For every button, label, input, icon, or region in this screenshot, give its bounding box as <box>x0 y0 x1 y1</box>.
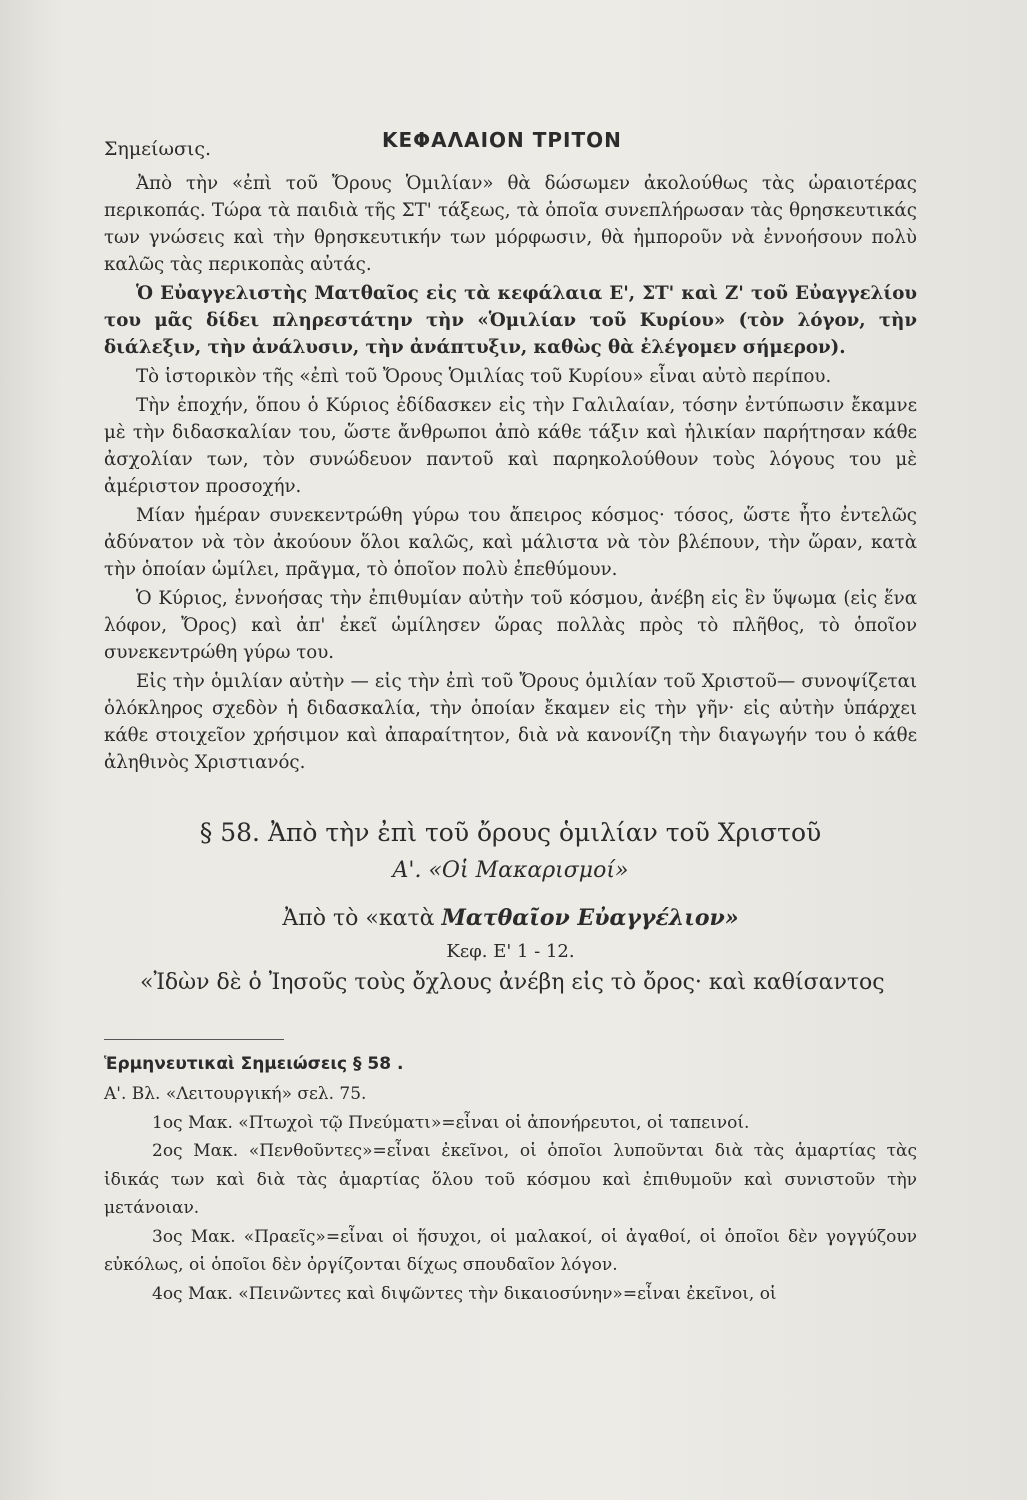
scripture-quote: «Ἰδὼν δὲ ὁ Ἰησοῦς τοὺς ὄχλους ἀνέβη εἰς τὸ ὄρος· καὶ καθίσαντος <box>140 970 885 995</box>
paragraph: Μίαν ἡμέραν συνεκεντρώθη γύρω του ἄπειρος κόσμος· τόσος, ὥστε ἦτο ἐντελῶς ἀδύνατον νὰ τὸν ἀκούουν ὅλοι καλῶς, καὶ μάλιστα νὰ τὸν βλέπουν, τὴν ὥραν, κατὰ τὴν ὁποίαν ὡμίλει, πρᾶγμα, τὸ ὁποῖον πολὺ ἐπεθύμουν. <box>104 505 917 580</box>
paragraph: Τὴν ἐποχήν, ὅπου ὁ Κύριος ἐδίδασκεν εἰς τὴν Γαλιλαίαν, τόσην ἐντύπωσιν ἔκαμνε μὲ τὴν διδασκαλίαν του, ὥστε ἄνθρωποι ἀπὸ κάθε τάξιν καὶ ἡλικίαν παρήτησαν κάθε ἀσχολίαν των, τὸν συνώδευον παντοῦ καὶ παρηκολούθουν τοὺς λόγους του μὲ ἀμέριστον προσοχήν. <box>104 395 917 497</box>
note-line: 1ος Μακ. «Πτωχοὶ τῷ Πνεύματι»=εἶναι οἱ ἀπονήρευτοι, οἱ ταπεινοί. <box>152 1112 750 1133</box>
source-prefix: Ἀπὸ τὸ «κατὰ <box>282 906 435 931</box>
body-text <box>104 170 917 776</box>
paragraph: Ἀπὸ τὴν «ἐπὶ τοῦ Ὄρους Ὁμιλίαν» θὰ δώσωμεν ἀκολούθως τὰς ὡραιοτέρας περικοπάς. Τώρα τὰ παιδιὰ τῆς ΣΤ' τάξεως, τὰ ὁποῖα συνεπλήρωσαν τὰς θρησκευτικάς των γνώσεις καὶ τὴν θρησκευτικήν των μόρφωσιν, θὰ ἠμποροῦν νὰ ἐννοήσουν πολὺ καλῶς τὰς περικοπὰς αὐτάς. <box>104 173 917 275</box>
note-line: Α'. Βλ. «Λειτουργική» σελ. 75. <box>104 1084 367 1104</box>
note-line: 4ος Μακ. «Πεινῶντες καὶ διψῶντες τὴν δικαιοσύνην»=εἶναι ἐκεῖνοι, οἱ <box>152 1283 777 1304</box>
section-heading: § 58. Ἀπὸ τὴν ἐπὶ τοῦ ὄρους ὁμιλίαν τοῦ Χριστοῦ <box>199 818 822 847</box>
paragraph: Τὸ ἱστορικὸν τῆς «ἐπὶ τοῦ Ὄρους Ὁμιλίας τοῦ Κυρίου» εἶναι αὐτὸ περίπου. <box>136 366 832 387</box>
footnote-divider <box>104 1039 284 1040</box>
source-title: Ματθαῖον Εὐαγγέλιον» <box>441 905 739 931</box>
note-line: 2ος Μακ. «Πενθοῦντες»=εἶναι ἐκεῖνοι, οἱ ὁποῖοι λυποῦνται διὰ τὰς ἁμαρτίας τὰς ἰδικάς των καὶ διὰ τὰς ἁμαρτίας ὅλου τοῦ κόσμου καὶ ἐπιθυμοῦν καὶ συνιστοῦν τὴν μετάνοιαν. <box>104 1141 917 1218</box>
paragraph: Εἰς τὴν ὁμιλίαν αὐτὴν — εἰς τὴν ἐπὶ τοῦ Ὄρους ὁμιλίαν τοῦ Χριστοῦ— συνοψίζεται ὁλόκληρος σχεδὸν ἡ διδασκαλία, τὴν ὁποίαν ἔκαμεν εἰς τὴν γῆν· εἰς αὐτὴν ὑπάρχει κάθε στοιχεῖον χρήσιμον καὶ ἀπαραίτητον, διὰ νὰ κανονίζη τὴν διαγωγήν του ὁ κάθε ἀληθινὸς Χριστιανός. <box>104 671 917 773</box>
chapter-reference: Κεφ. Ε' 1 - 12. <box>446 941 575 962</box>
paragraph: Ὁ Εὐαγγελιστὴς Ματθαῖος εἰς τὰ κεφάλαια Ε', ΣΤ' καὶ Ζ' τοῦ Εὐαγγελίου του μᾶς δίδει πληρεστάτην τὴν «Ὁμιλίαν τοῦ Κυρίου» (τὸν λόγον, τὴν διάλεξιν, τὴν ἀνάλυσιν, τὴν ἀνάπτυξιν, καθὼς θὰ ἐλέγομεν σήμερον). <box>104 283 917 358</box>
section-subheading: Α'. «Οἱ Μακαρισμοί» <box>392 858 629 883</box>
notes-list <box>104 1080 917 1308</box>
paragraph: Ὁ Κύριος, ἐννοήσας τὴν ἐπιθυμίαν αὐτὴν τοῦ κόσμου, ἀνέβη εἰς ἓν ὕψωμα (εἰς ἕνα λόφον, Ὄρος) καὶ ἀπ' ἐκεῖ ὡμίλησεν ὥρας πολλὰς πρὸς τὸ πλῆθος, τὸ ὁποῖον συνεκεντρώθη γύρω του. <box>104 588 917 663</box>
note-line: 3ος Μακ. «Πραεῖς»=εἶναι οἱ ἥσυχοι, οἱ μαλακοί, οἱ ἀγαθοί, οἱ ὁποῖοι δὲν γογγύζουν εὐκόλως, οἱ ὁποῖοι δὲν ὀργίζονται δίχως σπουδαῖον λόγον. <box>104 1226 917 1275</box>
notes-title: Ἑρμηνευτικαὶ Σημειώσεις § 58 . <box>104 1054 404 1074</box>
source-line <box>104 905 917 931</box>
chapter-title: ΚΕΦΑΛΑΙΟΝ ΤΡΙΤΟΝ <box>382 128 622 152</box>
note-label: Σημείωσις. <box>104 138 212 160</box>
